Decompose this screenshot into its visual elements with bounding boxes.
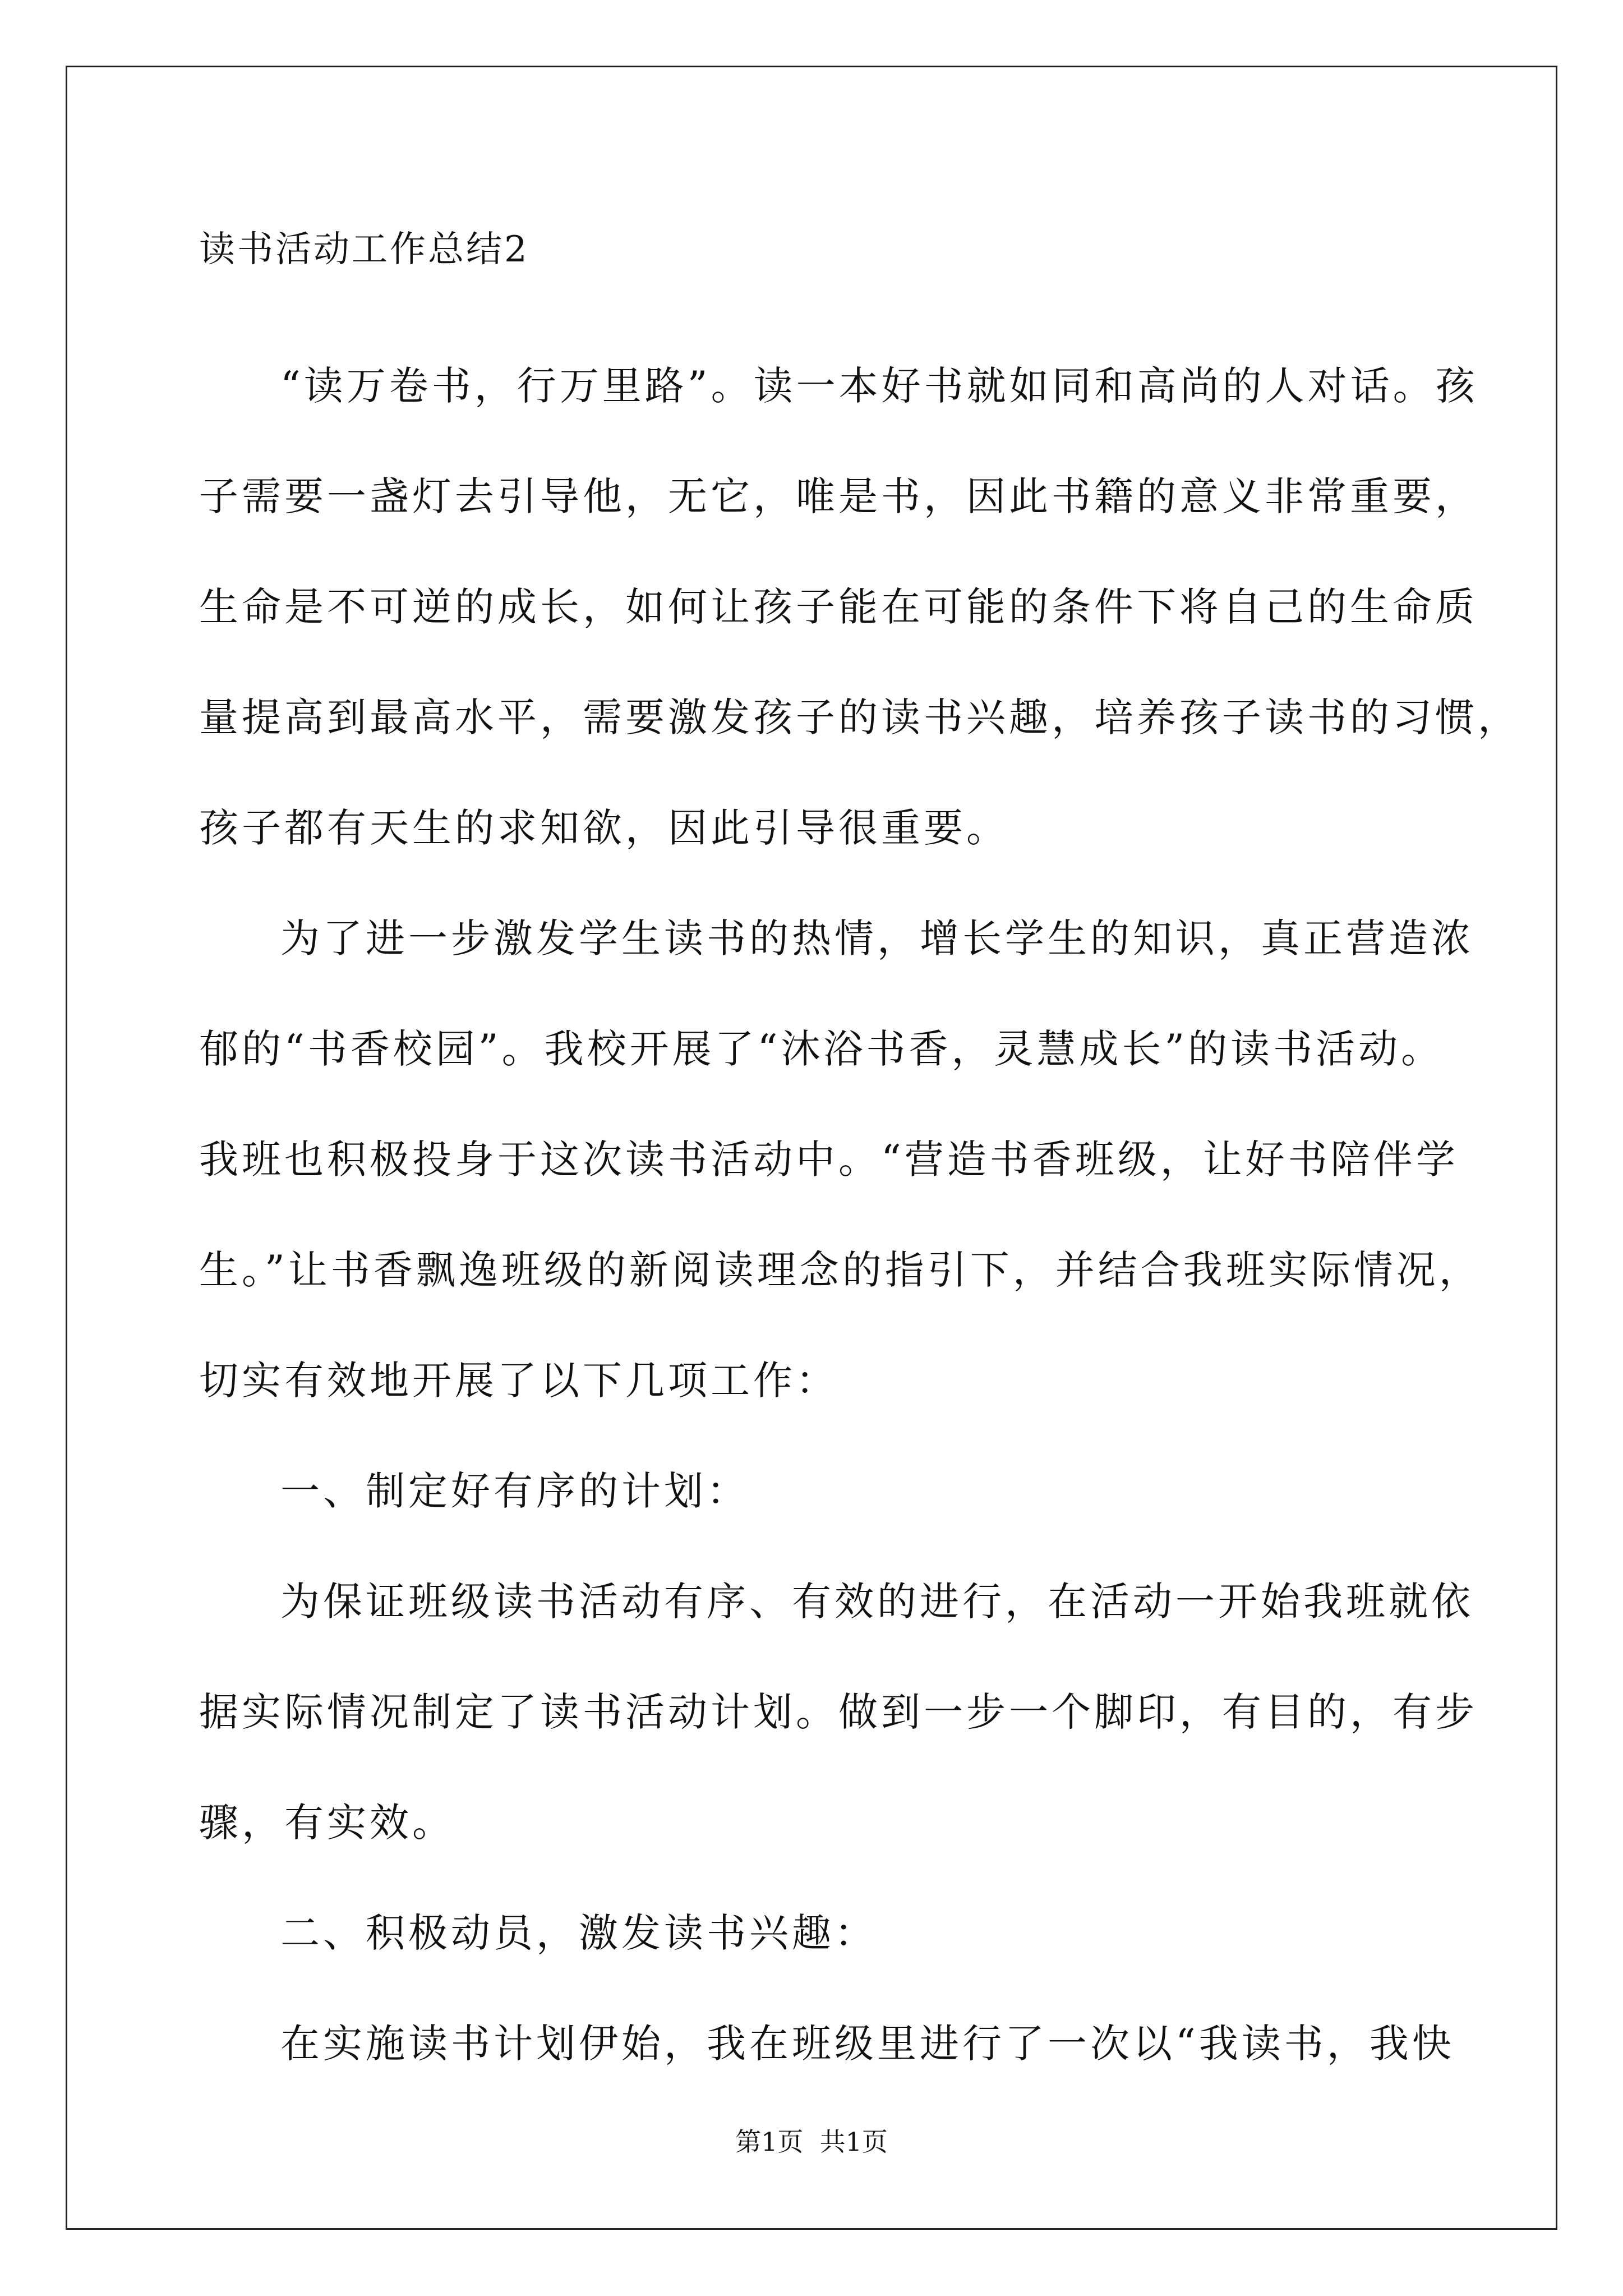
section-heading-text: 二、积极动员，激发读书兴趣： [280,1910,877,1956]
paragraph-line: 骤，有实效。 [199,1800,455,1846]
paragraph-line: 为保证班级读书活动有序、有效的进行，在活动一开始我班就依 [280,1579,1474,1625]
paragraph-2 [199,884,1482,1436]
paragraph-line: 孩子都有天生的求知欲，因此引导很重要。 [199,805,1009,851]
paragraph-line: 郁的“书香校园”。我校开展了“沐浴书香，灵慧成长”的读书活动。 [199,1026,1444,1072]
paragraph-line: 生命是不可逆的成长，如何让孩子能在可能的条件下将自己的生命质 [199,584,1478,630]
section-heading-2 [199,1878,1450,1989]
paragraph-line: 量提高到最高水平，需要激发孩子的读书兴趣，培养孩子读书的习惯， [199,694,1520,740]
paragraph-3 [199,1547,1478,1878]
page-footer: 第1页 共1页 [735,2127,888,2157]
document-title: 读书活动工作总结2 [199,229,529,270]
paragraph-4 [199,1989,1455,2099]
paragraph-1 [199,331,1520,884]
paragraph-line: 生。”让书香飘逸班级的新阅读理念的指引下，并结合我班实际情况， [199,1247,1482,1293]
paragraph-line: 我班也积极投身于这次读书活动中。“营造书香班级，让好书陪伴学 [199,1137,1459,1182]
paragraph-line: 为了进一步激发学生读书的热情，增长学生的知识，真正营造浓 [280,915,1474,961]
paragraph-line: 在实施读书计划伊始，我在班级里进行了一次以“我读书，我快 [280,2021,1455,2067]
paragraph-line: 切实有效地开展了以下几项工作： [199,1358,838,1404]
document-body [199,222,1520,2099]
paragraph-line: 子需要一盏灯去引导他，无它，唯是书，因此书籍的意义非常重要， [199,473,1478,519]
paragraph-line: 据实际情况制定了读书活动计划。做到一步一个脚印，有目的，有步 [199,1689,1478,1735]
section-heading-text: 一、制定好有序的计划： [280,1468,749,1514]
section-heading-1 [199,1436,1450,1547]
paragraph-line: “读万卷书，行万里路”。读一本好书就如同和高尚的人对话。孩 [280,363,1478,409]
